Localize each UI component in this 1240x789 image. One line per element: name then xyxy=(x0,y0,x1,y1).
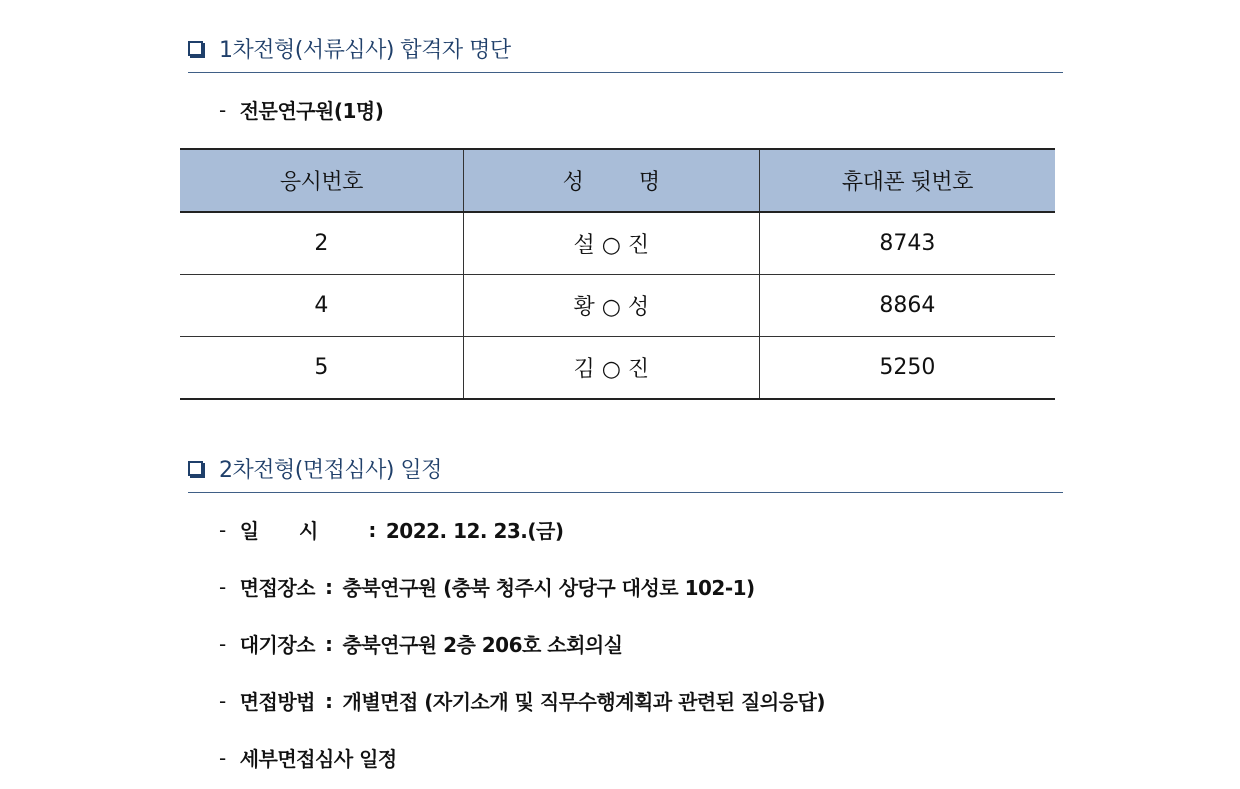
item-value: 충북연구원 2층 206호 소회의실 xyxy=(342,633,623,657)
cell-number: 5 xyxy=(180,337,463,400)
cell-number: 2 xyxy=(180,212,463,275)
checkbox-square-icon xyxy=(188,461,203,476)
section-title-1: 1차전형(서류심사) 합격자 명단 xyxy=(219,38,511,63)
cell-name: 설 ○ 진 xyxy=(463,212,759,275)
cell-number: 4 xyxy=(180,275,463,337)
cell-name: 김 ○ 진 xyxy=(463,337,759,400)
dash-icon: - xyxy=(219,517,226,542)
item-label: 면접장소 xyxy=(239,576,315,600)
cell-phone: 5250 xyxy=(759,337,1055,400)
dash-icon: - xyxy=(219,97,226,122)
cell-phone: 8743 xyxy=(759,212,1055,275)
table-row xyxy=(180,337,1055,400)
colon-separator: : xyxy=(325,688,333,713)
table-row xyxy=(180,212,1055,275)
colon-separator: : xyxy=(368,517,376,542)
subheading-researcher xyxy=(219,95,383,124)
dash-icon: - xyxy=(219,631,226,656)
dash-icon: - xyxy=(219,745,226,770)
dash-icon: - xyxy=(219,688,226,713)
header-name-text: 성명 xyxy=(562,170,716,195)
schedule-item-waiting-room xyxy=(219,629,623,658)
item-label: 면접방법 xyxy=(239,690,315,714)
cell-phone: 8864 xyxy=(759,275,1055,337)
table-header-row xyxy=(180,149,1055,212)
item-value: 2022. 12. 23.(금) xyxy=(385,519,564,543)
item-value: 충북연구원 (충북 청주시 상당구 대성로 102-1) xyxy=(342,576,755,600)
header-name xyxy=(463,149,759,212)
header-phone-suffix: 휴대폰 뒷번호 xyxy=(759,149,1055,212)
item-label: 세부면접심사 일정 xyxy=(239,747,397,771)
colon-separator: : xyxy=(325,631,333,656)
colon-separator: : xyxy=(325,574,333,599)
item-value: 개별면접 (자기소개 및 직무수행계획과 관련된 질의응답) xyxy=(342,690,825,714)
item-label: 대기장소 xyxy=(239,633,315,657)
header-applicant-number: 응시번호 xyxy=(180,149,463,212)
schedule-item-location xyxy=(219,572,755,601)
subheading-text: 전문연구원(1명) xyxy=(239,99,384,123)
passed-candidates-table xyxy=(180,148,1055,400)
section-header-1 xyxy=(188,33,1063,73)
schedule-item-detail xyxy=(219,743,397,772)
cell-name: 황 ○ 성 xyxy=(463,275,759,337)
section-header-2 xyxy=(188,453,1063,493)
schedule-item-datetime xyxy=(219,515,564,544)
schedule-item-method xyxy=(219,686,825,715)
dash-icon: - xyxy=(219,574,226,599)
table-row xyxy=(180,275,1055,337)
item-label: 일시 xyxy=(239,519,359,543)
section-title-2: 2차전형(면접심사) 일정 xyxy=(219,458,442,483)
checkbox-square-icon xyxy=(188,41,203,56)
